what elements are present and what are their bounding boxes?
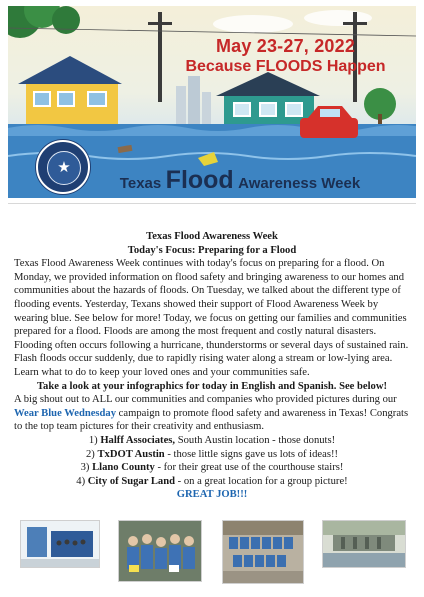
winner-number: 3) xyxy=(80,462,90,474)
flood-awareness-banner xyxy=(8,6,416,198)
banner-title-prefix: Texas xyxy=(119,175,162,192)
divider xyxy=(8,203,416,204)
winner-item xyxy=(14,434,410,448)
article-subheading: Today's Focus: Preparing for a Flood xyxy=(127,244,297,256)
banner-title-main: Flood xyxy=(165,166,234,194)
great-job-text: GREAT JOB!!! xyxy=(176,489,248,501)
banner-title-suffix: Awareness Week xyxy=(238,175,361,192)
winner-desc: - those little signs gave us lots of ideas!! xyxy=(164,448,338,460)
winner-number: 1) xyxy=(88,434,98,446)
article-heading: Texas Flood Awareness Week xyxy=(146,231,278,242)
infographics-note: Take a look at your infographics for today in English and Spanish. See below! xyxy=(36,380,388,392)
team-photo-txdot[interactable] xyxy=(118,520,202,582)
winner-desc: - on a great location for a group picture! xyxy=(175,475,348,487)
team-photo-halff[interactable] xyxy=(20,520,100,568)
article xyxy=(14,230,410,502)
winner-name: Llano County xyxy=(92,462,155,474)
team-photo-image xyxy=(323,521,405,567)
winner-number: 4) xyxy=(76,475,86,487)
banner-title xyxy=(90,166,390,195)
winner-number: 2) xyxy=(85,448,95,460)
winner-desc: - for their great use of the courthouse stairs! xyxy=(154,462,344,474)
winner-name: TxDOT Austin xyxy=(97,448,165,460)
shout-out-text-continued: campaign to promote flood safety and awareness in Texas! Congrats to the top team pictures for their creativity and enthusiasm. xyxy=(14,407,409,433)
star-icon: ★ xyxy=(57,160,71,176)
team-photo-image xyxy=(21,521,99,567)
winner-desc: South Austin location - those donuts! xyxy=(175,434,336,446)
seal-inner xyxy=(47,151,81,185)
winner-name: Halff Associates, xyxy=(100,434,176,446)
winner-item xyxy=(14,475,410,489)
banner-slogan: Because FLOODS Happen xyxy=(185,58,386,75)
team-photo-image xyxy=(119,521,201,581)
team-photo-sugar-land[interactable] xyxy=(322,520,406,568)
winner-item xyxy=(14,461,410,475)
article-body: Texas Flood Awareness Week continues with today's focus on preparing for a flood. On Monday, we provided information on flood safety and bringing awareness to our homes and communities about the hazards of floods. On Tuesday, we talked about the different type of flooding events. Yesterday, Texans showed their support of Flood Awareness Week by wearing blue. See below for more! Today, we focus on getting our families and communities prepared for a flood. Floods are among the most frequent and costly natural disasters. Flooding often occurs following a hurricane, thunderstorms or several days of sustained rain. Flash floods occur suddenly, due to rapidly rising water along a stream or low-lying area. Learn what to do to keep your loved ones and your communities safe. xyxy=(14,258,409,378)
seal-icon xyxy=(36,140,90,194)
shout-out-paragraph xyxy=(14,393,410,434)
winner-item xyxy=(14,448,410,462)
shout-out-text: A big shout out to ALL our communities and companies who provided pictures during our xyxy=(14,394,397,406)
event-date: May 23-27, 2022 xyxy=(215,36,356,56)
team-photo-image xyxy=(223,521,303,583)
team-photo-llano-county[interactable] xyxy=(222,520,304,584)
winner-name: City of Sugar Land xyxy=(87,475,176,487)
wear-blue-link[interactable]: Wear Blue Wednesday xyxy=(14,407,117,419)
